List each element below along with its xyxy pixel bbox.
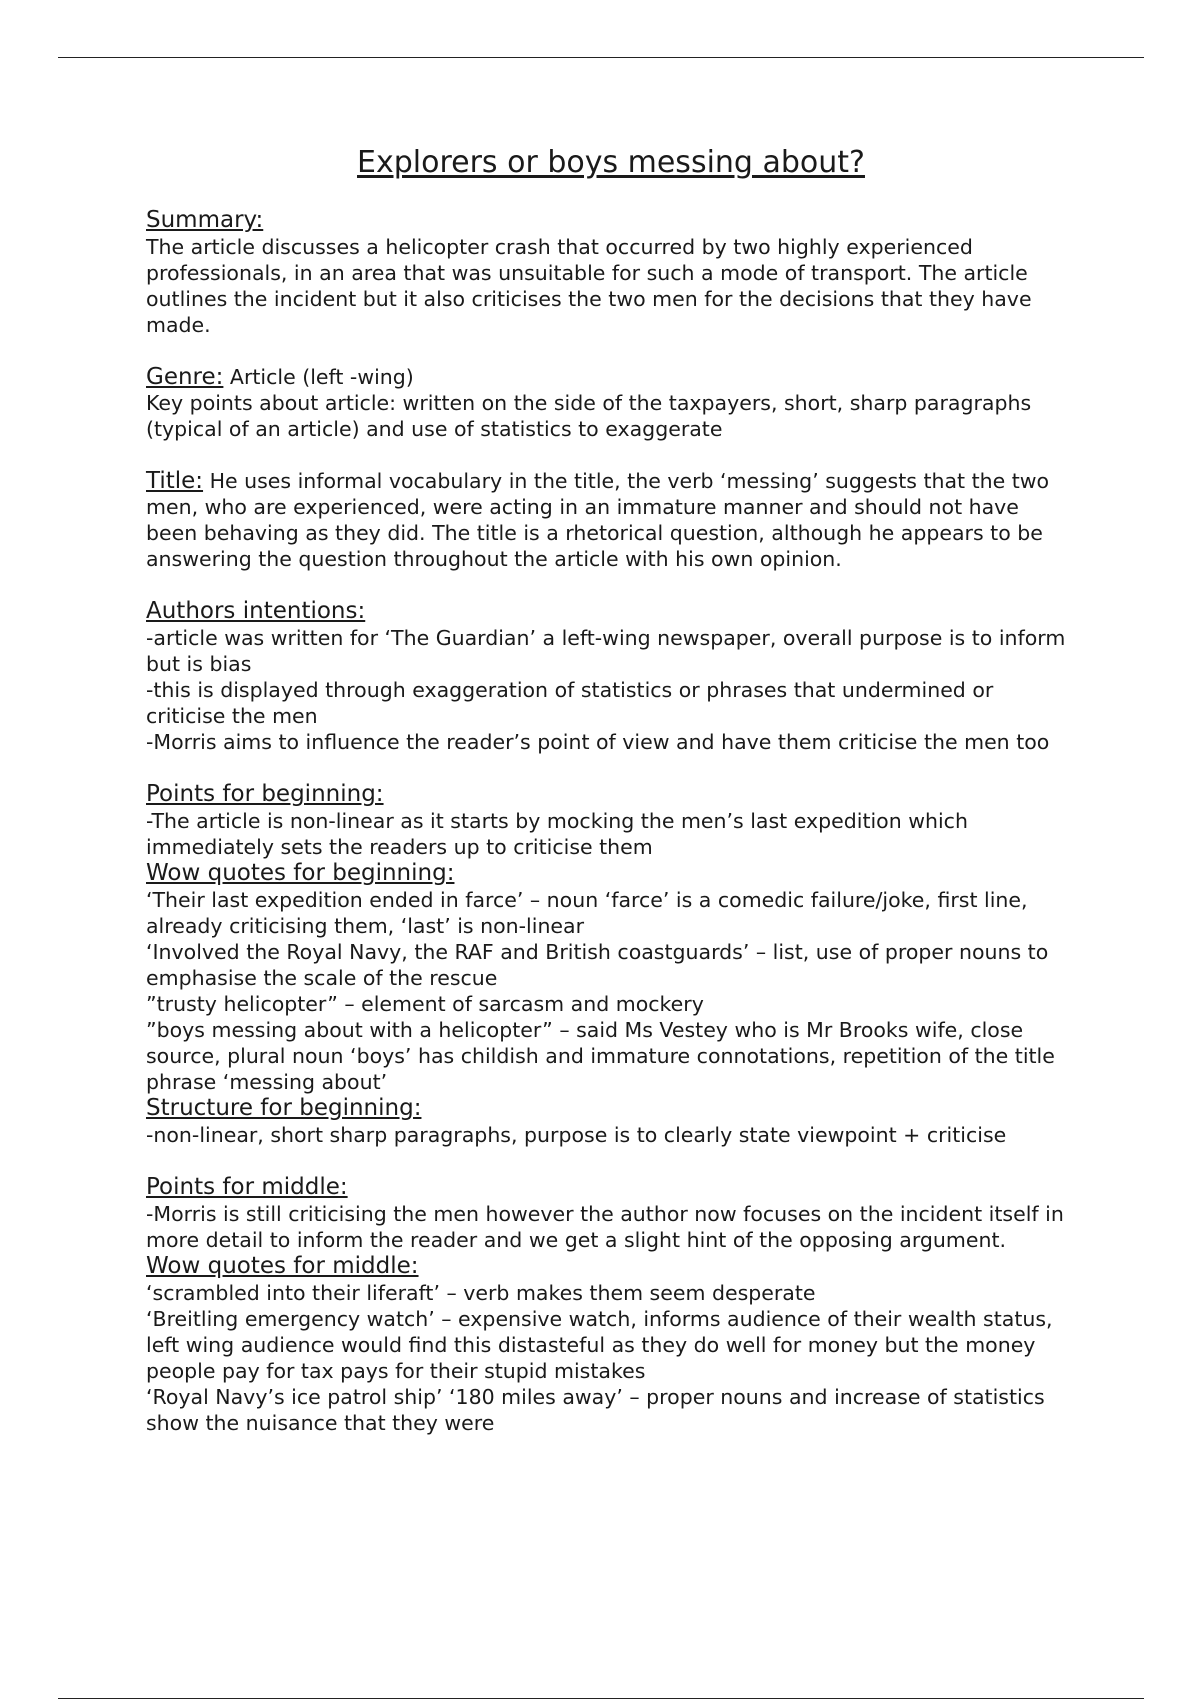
genre-key-points: Key points about article: written on the side of the taxpayers, short, sharp paragraphs (typical of an article) and use of statistics to exaggerate bbox=[146, 391, 1032, 441]
middle-quote: ‘Breitling emergency watch’ – expensive watch, informs audience of their wealth status, left wing audience would find this distasteful as they do well for money but the money people pay for tax pays for their stupid mistakes bbox=[146, 1307, 1053, 1383]
intentions-section bbox=[146, 598, 1076, 755]
title-analysis-text: He uses informal vocabulary in the title, the verb ‘messing’ suggests that the two men, who are experienced, were acting in an immature manner and should not have been behaving as they did. The title is a rhetorical question, although he appears to be answering the question throughout the article with his own opinion. bbox=[146, 469, 1050, 571]
middle-quote: ‘Royal Navy’s ice patrol ship’ ‘180 miles away’ – proper nouns and increase of statistics show the nuisance that they were bbox=[146, 1385, 1045, 1435]
genre-line bbox=[146, 364, 1076, 390]
genre-heading: Genre: bbox=[146, 364, 224, 390]
summary-text: The article discusses a helicopter crash that occurred by two highly experienced professionals, in an area that was unsuitable for such a mode of transport. The article outlines the incident but it also criticises the two men for the decisions that they have made. bbox=[146, 235, 1032, 337]
beginning-structure-heading: Structure for beginning: bbox=[146, 1095, 422, 1121]
summary-heading: Summary: bbox=[146, 207, 264, 233]
beginning-points-heading: Points for beginning: bbox=[146, 781, 384, 807]
beginning-points-text: -The article is non-linear as it starts by mocking the men’s last expedition which immediately sets the readers up to criticise them bbox=[146, 809, 968, 859]
middle-section bbox=[146, 1174, 1076, 1436]
intentions-line: -article was written for ‘The Guardian’ a left-wing newspaper, overall purpose is to inform but is bias bbox=[146, 626, 1066, 676]
genre-section bbox=[146, 364, 1076, 442]
title-section bbox=[146, 468, 1076, 572]
beginning-quote: ‘Involved the Royal Navy, the RAF and British coastguards’ – list, use of proper nouns to emphasise the scale of the rescue bbox=[146, 940, 1049, 990]
document-title-text: Explorers or boys messing about? bbox=[357, 145, 865, 180]
genre-value: Article (left -wing) bbox=[223, 365, 414, 389]
beginning-quotes-heading: Wow quotes for beginning: bbox=[146, 860, 455, 886]
title-analysis bbox=[146, 468, 1076, 572]
beginning-quote: ‘Their last expedition ended in farce’ – noun ‘farce’ is a comedic failure/joke, first line, already criticising them, ‘last’ is non-linear bbox=[146, 888, 1028, 938]
middle-points-text: -Morris is still criticising the men however the author now focuses on the incident itself in more detail to inform the reader and we get a slight hint of the opposing argument. bbox=[146, 1202, 1064, 1252]
intentions-line: -this is displayed through exaggeration of statistics or phrases that undermined or criticise the men bbox=[146, 678, 994, 728]
document-title bbox=[146, 143, 1076, 183]
beginning-quote: ”trusty helicopter” – element of sarcasm and mockery bbox=[146, 992, 704, 1016]
middle-points-heading: Points for middle: bbox=[146, 1174, 348, 1200]
beginning-section bbox=[146, 781, 1076, 1148]
beginning-structure-text: -non-linear, short sharp paragraphs, purpose is to clearly state viewpoint + criticise bbox=[146, 1123, 1007, 1147]
title-heading: Title: bbox=[146, 468, 204, 494]
summary-section bbox=[146, 207, 1076, 338]
bottom-rule bbox=[58, 1698, 1144, 1699]
intentions-heading: Authors intentions: bbox=[146, 598, 366, 624]
middle-quote: ‘scrambled into their liferaft’ – verb makes them seem desperate bbox=[146, 1281, 816, 1305]
intentions-line: -Morris aims to influence the reader’s point of view and have them criticise the men too bbox=[146, 730, 1050, 754]
top-rule bbox=[58, 57, 1144, 58]
document-page bbox=[146, 143, 1076, 1436]
beginning-quote: ”boys messing about with a helicopter” – said Ms Vestey who is Mr Brooks wife, close source, plural noun ‘boys’ has childish and immature connotations, repetition of the title phrase ‘messing about’ bbox=[146, 1018, 1055, 1094]
middle-quotes-heading: Wow quotes for middle: bbox=[146, 1253, 419, 1279]
